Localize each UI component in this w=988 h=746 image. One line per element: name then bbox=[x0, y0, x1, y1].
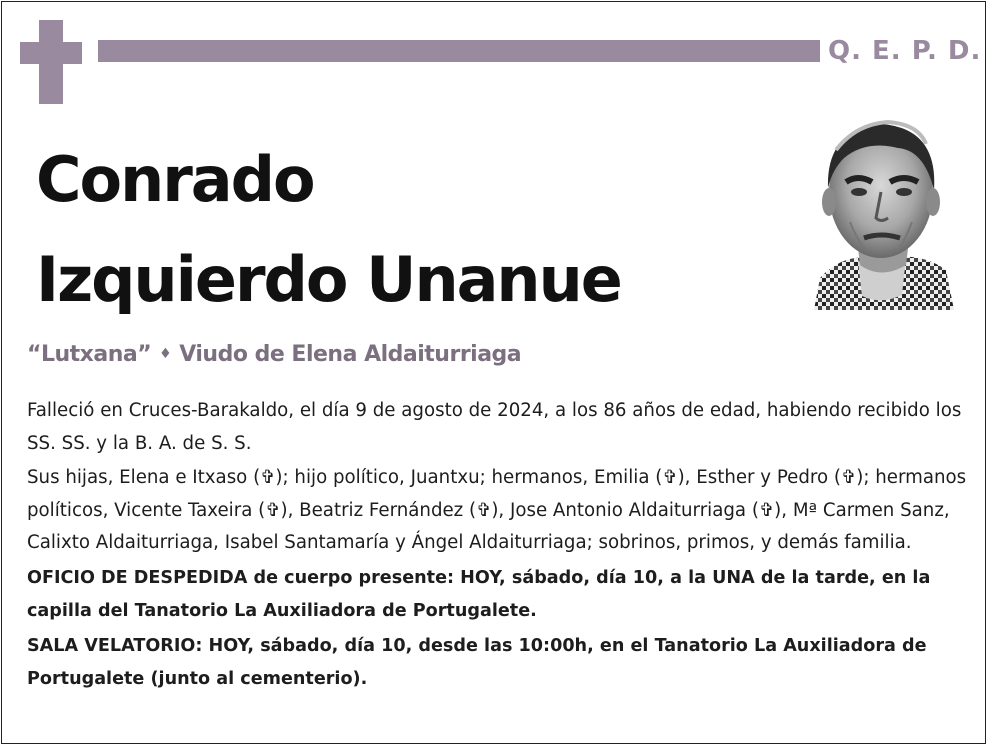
portrait-photo bbox=[806, 110, 956, 310]
wake-paragraph: SALA VELATORIO: HOY, sábado, día 10, desde las 10:00h, en el Tanatorio La Auxiliadora de Portugalete (junto al cementerio). bbox=[27, 635, 927, 689]
diamond-separator-icon: ♦ bbox=[159, 346, 172, 362]
subtitle bbox=[27, 342, 521, 367]
widower-of: Viudo de Elena Aldaiturriaga bbox=[179, 342, 522, 367]
latin-cross-icon bbox=[20, 20, 82, 104]
name-line-first: Conrado bbox=[36, 143, 314, 216]
nickname: “Lutxana” bbox=[27, 342, 152, 367]
qepd-label: Q. E. P. D. bbox=[828, 36, 982, 66]
death-info-paragraph: Falleció en Cruces-Barakaldo, el día 9 de agosto de 2024, a los 86 años de edad, habiendo recibido los SS. SS. y la B. A. de S. S. bbox=[27, 400, 962, 454]
deceased-name bbox=[36, 130, 621, 330]
obituary-notice bbox=[1, 1, 986, 744]
name-line-surnames: Izquierdo Unanue bbox=[36, 243, 621, 316]
family-paragraph: Sus hijas, Elena e Itxaso (✞); hijo político, Juantxu; hermanos, Emilia (✞), Esther y Pedro (✞); hermanos políticos, Vicente Taxeira (✞), Beatriz Fernández (✞), Jose Antonio Aldaiturriaga (✞), Mª Carmen Sanz, Calixto Aldaiturriaga, Isabel Santamaría y Ángel Aldaiturriaga; sobrinos, primos, y demás familia. bbox=[27, 467, 967, 553]
notice-body bbox=[27, 395, 971, 698]
header-rule bbox=[98, 40, 820, 62]
funeral-paragraph: OFICIO DE DESPEDIDA de cuerpo presente: HOY, sábado, día 10, a la UNA de la tarde, en la capilla del Tanatorio La Auxiliadora de Portugalete. bbox=[27, 567, 931, 621]
